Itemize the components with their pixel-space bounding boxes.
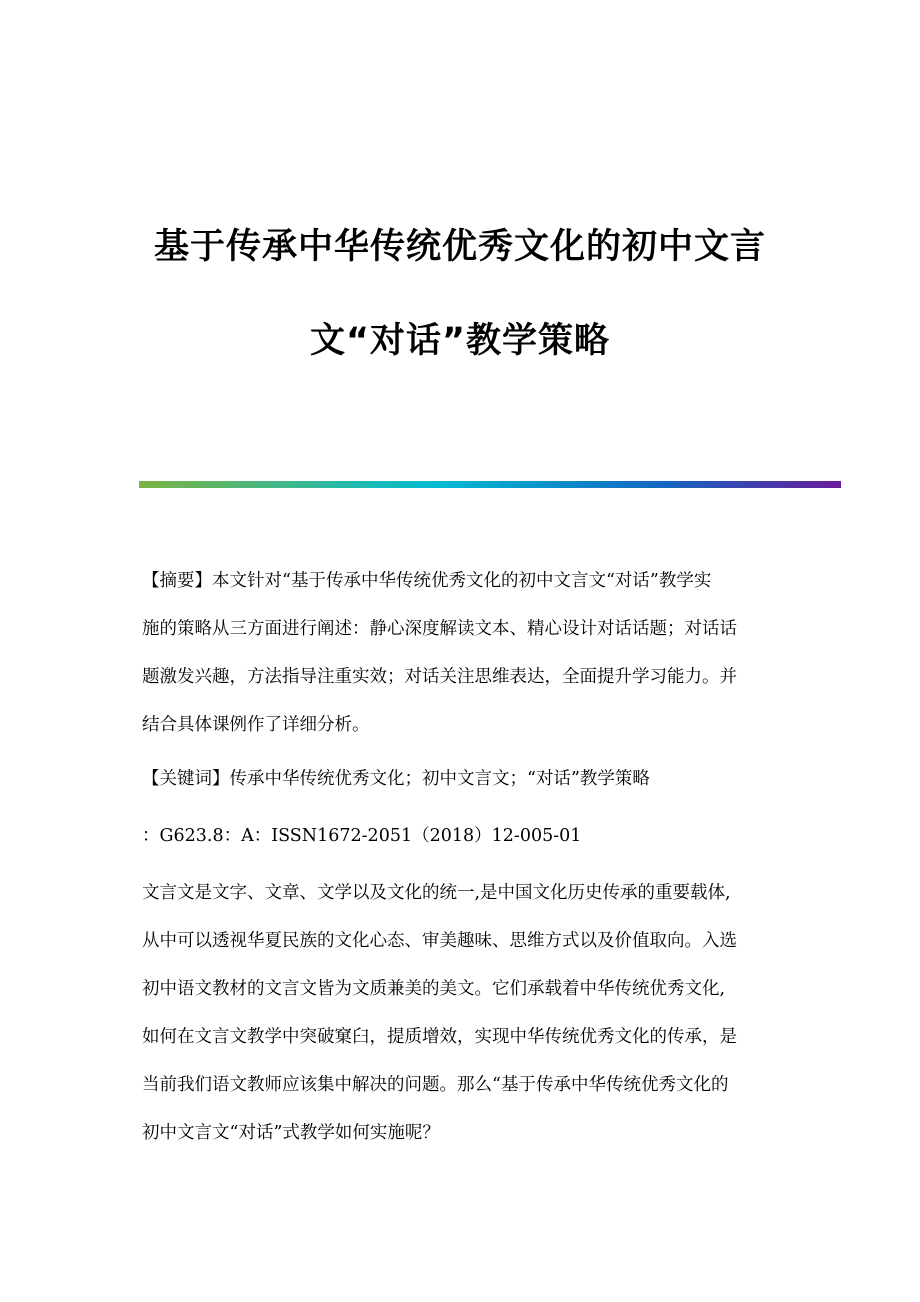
keywords-line: 【关键词】传承中华传统优秀文化；初中文言文；“对话”教学策略	[142, 769, 650, 789]
body-line: 文言文是文字、文章、文学以及文化的统一,是中国文化历史传承的重要载体,	[142, 883, 731, 903]
body-line: 初中文言文“对话”式教学如何实施呢？	[142, 1123, 440, 1143]
classification-line	[142, 812, 782, 860]
classification-text: ：G623.8：A：ISSN1672-2051（2018）12-005-01	[142, 826, 582, 846]
title-divider	[139, 481, 841, 488]
abstract-line: 题激发兴趣，方法指导注重实效；对话关注思维表达，全面提升学习能力。并	[142, 667, 737, 687]
document-title-line-2: 文“对话”教学策略	[309, 321, 610, 361]
body-line: 当前我们语文教师应该集中解决的问题。那么“基于传承中华传统优秀文化的	[142, 1075, 729, 1095]
abstract-line: 【摘要】本文针对“基于传承中华传统优秀文化的初中文言文“对话”教学实	[142, 571, 712, 591]
abstract-paragraph	[142, 557, 782, 749]
body-paragraph	[142, 869, 782, 1157]
divider-bar	[139, 481, 841, 488]
body-line: 如何在文言文教学中突破窠臼，提质增效，实现中华传统优秀文化的传承，是	[142, 1027, 737, 1047]
abstract-line: 结合具体课例作了详细分析。	[142, 715, 370, 735]
keywords-paragraph	[142, 755, 782, 803]
body-line: 从中可以透视华夏民族的文化心态、审美趣味、思维方式以及价值取向。入选	[142, 931, 737, 951]
body-line: 初中语文教材的文言文皆为文质兼美的美文。它们承载着中华传统优秀文化,	[142, 979, 726, 999]
abstract-line: 施的策略从三方面进行阐述：静心深度解读文本、精心设计对话话题；对话话	[142, 619, 737, 639]
document-title-line-1: 基于传承中华传统优秀文化的初中文言	[153, 227, 766, 267]
